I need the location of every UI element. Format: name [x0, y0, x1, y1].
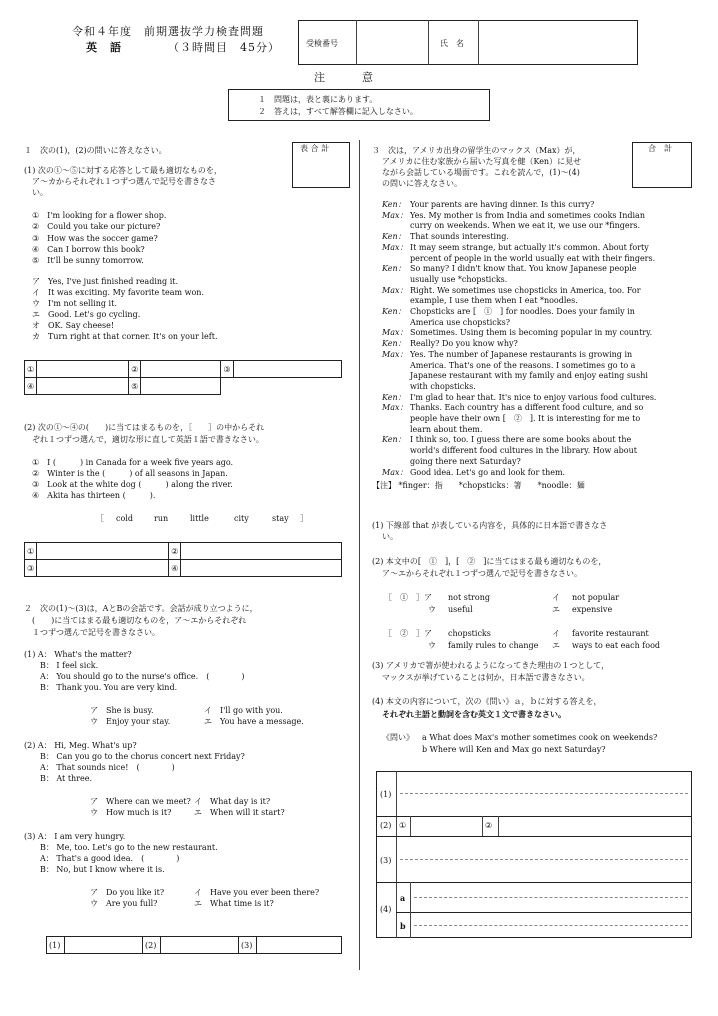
q1-2-instruction: ぞれ１つずつ選んで，適切な形に直して英語１語で書きなさい。 [32, 435, 264, 444]
response-option: オ OK. Say cheese! [32, 321, 115, 330]
dialog-text: Sometimes. Using them is becoming popular in my country. [410, 328, 653, 338]
blank-item: ④ Akita has thirteen ( ). [32, 491, 156, 500]
dialog-text: curry on weekends. When we eat it, we use our *fingers. [410, 221, 641, 231]
choice: エ What time is it? [194, 899, 274, 908]
choice: ア Do you like it? [90, 888, 165, 897]
option: useful [448, 605, 473, 614]
answer-label: ③ [221, 361, 233, 378]
answer-label: b [400, 921, 406, 931]
choice: イ What day is it? [194, 797, 271, 806]
q3-intro: アメリカに住む家族から届いた写真を健（Ken）に見せ [382, 157, 582, 166]
answer-label: ⑤ [129, 378, 141, 395]
dialog-text: I think so, too. I guess there are some books about the [410, 435, 632, 445]
speaker: Max： [382, 210, 408, 220]
answer-cell[interactable] [181, 543, 342, 560]
answer-cell[interactable] [412, 818, 480, 834]
choice: ウ Enjoy your stay. [90, 717, 171, 726]
speaker: Ken： [382, 339, 406, 349]
q1-2-instruction: (2) 次の①～④の( )に当てはまるものを，［ ］の中からそれ [24, 423, 265, 432]
statement: ⑤ It'll be sunny tomorrow. [32, 256, 144, 265]
statement: ④ Can I borrow this book? [32, 245, 145, 254]
dialog-text: learn about them. [410, 424, 483, 434]
option-label: イ [552, 593, 560, 602]
answer-label: ④ [25, 378, 37, 395]
word-choice: city [234, 514, 249, 523]
response-option: ウ I'm not selling it. [32, 299, 117, 308]
speaker: Ken： [382, 392, 406, 402]
q3-3-question: (3) アメリカで箸が使われるようになってきた理由の１つとして， [372, 661, 610, 670]
footnote: 【注】 *finger：指 *chopsticks：箸 *noodle：麺 [372, 481, 585, 490]
total-label: 合 計 [648, 144, 672, 153]
answer-cell[interactable] [37, 361, 129, 378]
speaker: Max： [382, 285, 408, 295]
answer-label: ① [25, 361, 37, 378]
answer-label: (2) [143, 937, 161, 954]
answer-label: (1) [380, 790, 392, 799]
q1-1-answer-grid [24, 360, 342, 395]
dialog-line: B： I feel sick. [40, 661, 99, 670]
dialog-text: percent of people in the world usually eat with their fingers. [410, 253, 656, 263]
exam-number-label: 受検番号 [306, 39, 338, 48]
notice-item: ２ 答えは，すべて解答欄に記入しなさい。 [258, 107, 418, 116]
choice: ア She is busy. [90, 706, 154, 715]
dialog-line: A： You should go to the nurse's office. ( ) [40, 672, 245, 681]
dialog-text: America use chopsticks? [410, 317, 510, 327]
name-label: 氏 名 [440, 39, 464, 48]
choice: イ I'll go with you. [204, 706, 283, 715]
dialog-text: world's different food cultures in the library. How about [410, 446, 637, 456]
option-label: ［ ① ］ア [384, 593, 432, 602]
dialog-line: A： That sounds nice! ( ) [40, 763, 175, 772]
response-option: ア Yes, I've just finished reading it. [32, 277, 179, 286]
dialog-text: Chopsticks are [ ① ] for noodles. Does your family in [410, 307, 635, 316]
answer-label: ① [399, 821, 407, 830]
option: not popular [572, 593, 620, 602]
dialog-text: Really? Do you know why? [410, 339, 518, 349]
q1-1-instruction: (1) 次の①～⑤に対する応答として最も適切なものを， [24, 166, 222, 175]
speaker: Max： [382, 242, 408, 252]
dialog-text: Yes. My mother is from India and sometimes cooks Indian [410, 210, 645, 220]
dialog-text: Good idea. Let's go and look for them. [410, 467, 566, 477]
choice: エ You have a message. [204, 717, 304, 726]
word-choice: run [154, 514, 169, 523]
dialog-text: America. That's one of the reasons. I sometimes go to a [410, 360, 636, 370]
answer-label: a [400, 893, 406, 903]
choice: ウ Are you full? [90, 899, 158, 908]
answer-label: (2) [380, 821, 392, 830]
blank-item: ② Winter is the ( ) of all seasons in Japan. [32, 469, 228, 478]
choice: ア Where can we meet? [90, 797, 191, 806]
q1-1-instruction: い。 [32, 188, 48, 197]
dialog-line: B： Me, too. Let's go to the new restaurant. [40, 843, 218, 852]
dialog-text: That sounds interesting. [410, 232, 509, 242]
q3-1-question: い。 [382, 532, 398, 541]
option: chopsticks [448, 629, 491, 638]
choice: イ Have you ever been there? [194, 888, 320, 897]
answer-label: ② [129, 361, 141, 378]
time-info: （３時間目 45分） [168, 41, 280, 54]
q3-3-question: マックスが挙げていることは何か，日本語で書きなさい。 [382, 673, 590, 682]
dialog-text: Right. We sometimes use chopsticks in America, too. For [410, 285, 641, 295]
answer-cell[interactable] [500, 818, 690, 834]
q3-intro: ながら会話している場面です。これを読んで，(1)～(4) [382, 168, 580, 177]
answer-label: ③ [25, 560, 37, 577]
answer-label: ② [169, 543, 181, 560]
answer-cell[interactable] [181, 560, 342, 577]
question-a: a What does Max's mother sometimes cook on weekends? [422, 733, 658, 742]
front-total-label: 表 合 計 [300, 144, 330, 153]
q3-4-question: それぞれ主語と動詞を含む英文１文で書きなさい。 [382, 709, 566, 719]
statement: ② Could you take our picture? [32, 222, 161, 231]
dialog-line: B： Thank you. You are very kind. [40, 683, 178, 692]
answer-cell[interactable] [37, 543, 169, 560]
dialog-text: So many? I didn't know that. You know Japanese people [410, 264, 637, 274]
q2-intro: ２ 次の(1)～(3)は，AとBの会話です。会話が成り立つように， [24, 604, 258, 613]
word-choice: cold [116, 514, 133, 523]
answer-label: (3) [380, 856, 392, 865]
q3-intro: の問いに答えなさい。 [382, 179, 462, 188]
dialog-line: (2) A： Hi, Meg. What's up? [24, 741, 137, 750]
dialog-text: I'm glad to hear that. It's nice to enjoy various food cultures. [410, 392, 657, 402]
speaker: Ken： [382, 264, 406, 274]
notice-title: 注 意 [314, 71, 374, 84]
answer-cell[interactable] [141, 361, 221, 378]
dialog-line: B： At three. [40, 774, 93, 783]
option-label: ［ ② ］ア [384, 629, 432, 638]
option: not strong [448, 593, 490, 602]
word-choice: little [190, 514, 209, 523]
response-option: イ It was exciting. My favorite team won. [32, 288, 205, 297]
option-label: エ [552, 641, 560, 650]
q3-1-question: (1) 下線部 that が表している内容を，具体的に日本語で書きなさ [372, 521, 608, 530]
exam-title: 令和４年度 前期選抜学力検査問題 [72, 25, 264, 38]
q1-2-answer-grid [24, 542, 342, 577]
q3-intro: ３ 次は，アメリカ出身の留学生のマックス（Max）が， [372, 146, 581, 155]
speaker: Ken： [382, 200, 406, 209]
q3-2-question: ア～エからそれぞれ１つずつ選んで記号を書きなさい。 [382, 569, 582, 578]
answer-cell[interactable] [161, 937, 239, 954]
answer-label: (4) [380, 905, 392, 914]
blank-item: ① I ( ) in Canada for a week five years ago. [32, 458, 234, 467]
speaker: Ken： [382, 435, 406, 445]
statement: ③ How was the soccer game? [32, 234, 158, 243]
word-bracket: ］ [300, 514, 308, 523]
q2-intro: ( )に当てはまる最も適切なものを，ア～エからそれぞれ [32, 616, 247, 625]
q3-2-question: (2) 本文中の[ ① ]，[ ② ]に当てはまる最も適切なものを， [372, 557, 607, 566]
dialog-text: Yes. The number of Japanese restaurants is growing in [410, 349, 633, 359]
option-label: エ [552, 605, 560, 614]
answer-cell[interactable] [65, 937, 143, 954]
dialog-text: Thanks. Each country has a different food culture, and so [410, 403, 644, 413]
choice: ウ How much is it? [90, 808, 172, 817]
q2-answer-grid [46, 936, 342, 954]
option-label: ウ [428, 605, 436, 614]
dialog-text: with chopsticks. [410, 381, 476, 391]
option-label: ウ [428, 641, 436, 650]
dialog-line: (1) A： What's the matter? [24, 650, 132, 659]
q1-intro: １ 次の(1)，(2)の問いに答えなさい。 [24, 146, 167, 155]
answer-label: (1) [47, 937, 65, 954]
answer-cell[interactable] [37, 378, 129, 395]
answer-label: ④ [169, 560, 181, 577]
dialog-text: going there next Saturday? [410, 456, 521, 466]
answer-label: ① [25, 543, 37, 560]
speaker: Max： [382, 467, 408, 477]
dialog-text: usually use *chopsticks. [410, 274, 508, 284]
answer-label: ② [485, 821, 493, 830]
option: favorite restaurant [572, 629, 649, 638]
statement: ① I'm looking for a flower shop. [32, 211, 167, 220]
option: ways to eat each food [572, 641, 661, 650]
blank-item: ③ Look at the white dog ( ) along the river. [32, 480, 233, 489]
dialog-line: A： That's a good idea. ( ) [40, 854, 180, 863]
response-option: エ Good. Let's go cycling. [32, 310, 141, 319]
speaker: Ken： [382, 307, 406, 316]
speaker: Max： [382, 403, 408, 413]
word-choice: stay [272, 514, 289, 523]
dialog-text: Your parents are having dinner. Is this curry? [410, 200, 595, 209]
answer-cell[interactable] [233, 361, 341, 378]
question-b: b Where will Ken and Max go next Saturday? [422, 745, 606, 754]
speaker: Max： [382, 328, 408, 338]
option: expensive [572, 605, 613, 614]
answer-cell[interactable] [141, 378, 221, 395]
dialog-line: (3) A： I am very hungry. [24, 832, 126, 841]
notice-item: １ 問題は，表と裏にあります。 [258, 95, 378, 104]
word-bracket: ［ [96, 514, 104, 523]
answer-cell[interactable] [257, 937, 342, 954]
option: family rules to change [448, 641, 539, 650]
q1-1-instruction: ア～カからそれぞれ１つずつ選んで記号を書きなさ [32, 177, 216, 186]
subject-title: 英 語 [86, 41, 122, 54]
dialog-text: It may seem strange, but actually it's common. About forty [410, 242, 649, 252]
response-option: カ Turn right at that corner. It's on your left. [32, 332, 218, 341]
answer-cell[interactable] [37, 560, 169, 577]
q2-intro: １つずつ選んで記号を書きなさい。 [32, 628, 160, 637]
dialog-text: example, I use them when I eat *noodles. [410, 296, 578, 306]
toi-label: 《問い》 [382, 733, 414, 742]
choice: エ When will it start? [194, 808, 285, 817]
speaker: Ken： [382, 232, 406, 242]
q3-4-question: (4) 本文の内容について，次の《問い》ａ，ｂに対する答えを， [372, 697, 602, 706]
dialog-text: people have their own [ ② ]. It is interesting for me to [410, 414, 641, 423]
dialog-text: Japanese restaurant with my family and enjoy eating sushi [410, 371, 648, 381]
speaker: Max： [382, 349, 408, 359]
id-box [298, 20, 638, 65]
answer-label: (3) [239, 937, 257, 954]
dialog-line: B： No, but I know where it is. [40, 865, 165, 874]
option-label: イ [552, 629, 560, 638]
dialog-line: B： Can you go to the chorus concert next Friday? [40, 752, 245, 761]
